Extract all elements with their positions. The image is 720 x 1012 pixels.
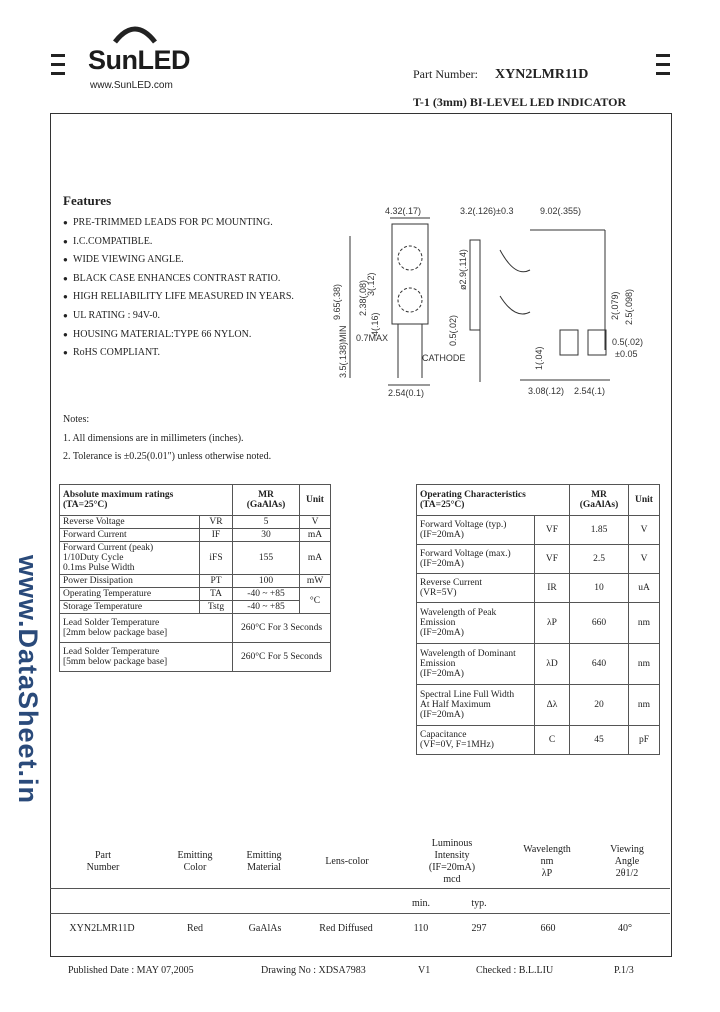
part-number: XYN2LMR11D [495,67,589,82]
divider [50,888,670,889]
min-cell: 110 [413,923,429,934]
table-row: Spectral Line Full Width At Half Maximum (IF=20mA) Δλ 20 nm [417,685,660,726]
bullet-icon: ● [63,255,68,265]
feature-item: ● PRE-TRIMMED LEADS FOR PC MOUNTING. [63,214,294,233]
feature-item: ● RoHS COMPLIANT. [63,344,294,363]
dim-label: ±0.05 [615,349,638,359]
page-number: P.1/3 [614,965,634,976]
package-drawing [330,200,670,405]
table-row: Lead Solder Temperature [2mm below package base] 260°C For 3 Seconds [60,614,331,643]
min-header: min. [411,898,431,909]
operating-characteristics-table [416,484,660,755]
bullet-icon: ● [63,218,68,227]
dim-label: 3(.12) [366,272,376,296]
table-row: Forward Voltage (typ.) (IF=20mA) VF 1.85 V [417,516,660,545]
dim-label: 4.32(.17) [385,206,422,216]
dim-label: 3.2(.126)±0.3 [460,206,514,216]
table-row: Forward Current IF 30 mA [60,529,331,542]
note-item: 2. Tolerance is ±0.25(0.01") unless otherwise noted. [63,451,272,462]
table-row: Wavelength of Dominant Emission (IF=20mA) λD 640 nm [417,644,660,685]
dim-label: 0.5(.02) [448,314,458,346]
published-date: Published Date : MAY 07,2005 [68,965,194,976]
intensity-header: Luminous Intensity (IF=20mA) mcd [428,838,476,885]
checked-by: Checked : B.L.LIU [476,965,554,976]
absolute-ratings-table [59,484,331,672]
table-header: Unit [629,485,660,516]
table-header: Absolute maximum ratings (TA=25°C) [60,485,233,516]
table-row: Lead Solder Temperature [5mm below package base] 260°C For 5 Seconds [60,643,331,672]
wavelength-cell: 660 [540,923,556,934]
part-number-label: Part Number: [413,67,478,81]
table-header: MR (GaAlAs) [233,485,300,516]
material-header: Emitting Material [246,850,282,873]
drawing-number: Drawing No : XDSA7983 [261,965,366,976]
brand-logo: SunLED [88,45,190,75]
dim-label: 2.5(.098) [624,288,634,325]
feature-item: ● BLACK CASE ENHANCES CONTRAST RATIO. [63,270,294,289]
note-item: 1. All dimensions are in millimeters (inches). [63,432,244,444]
table-header-row [417,485,660,516]
features-list [63,214,294,363]
notes [63,411,271,467]
table-row: Capacitance (VF=0V, F=1MHz) C 45 pF [417,726,660,755]
dim-label: 4(.16) [370,312,380,336]
dim-label: 2.54(.1) [574,386,606,396]
table-header-row [60,485,331,516]
watermark: www.DataSheet.in [13,555,43,805]
wavelength-header: Wavelength nm λP [523,844,571,879]
color-header: Emitting Color [177,850,213,873]
dim-label: 1(.04) [534,346,544,370]
bullet-icon: ● [63,348,68,358]
dim-label: 0.5(.02) [612,337,644,347]
part-number-line [413,67,588,83]
dim-label: ø2.9(.114) [458,249,468,290]
table-row: Reverse Voltage VR 5 V [60,516,331,529]
feature-item: ● UL RATING : 94V-0. [63,307,294,326]
led-body-front [392,224,428,324]
typ-header: typ. [471,898,487,909]
brand-url[interactable]: www.SunLED.com [90,80,173,91]
bullet-icon: ● [63,273,68,283]
bullet-icon: ● [63,236,68,246]
table-row: Wavelength of Peak Emission (IF=20mA) λP 660 nm [417,603,660,644]
table-header: Unit [300,485,331,516]
dim-label: 3.08(.12) [528,386,565,396]
dim-label: 2.38(.08) [358,279,368,316]
led-lens-bottom [398,288,422,312]
part-table [50,838,670,948]
feature-item: ● I.C.COMPATIBLE. [63,233,294,252]
table-row: Storage Temperature Tstg -40 ~ +85 [60,601,331,614]
angle-cell: 40° [618,923,632,934]
feature-item: ● HOUSING MATERIAL:TYPE 66 NYLON. [63,326,294,345]
color-cell: Red [186,923,204,934]
left-bars-icon [51,54,65,81]
features-title: Features [63,193,112,208]
dim-label: 2(.079) [610,291,620,320]
angle-header: Viewing Angle 2θ1/2 [610,844,644,879]
bullet-icon: ● [63,310,68,320]
version: V1 [418,965,431,976]
table-row: Reverse Current (VR=5V) IR 10 uA [417,574,660,603]
table-row: Power Dissipation PT 100 mW [60,575,331,588]
table-row: Operating Temperature TA -40 ~ +85 °C [60,588,331,601]
dim-label: 0.7MAX [356,333,389,343]
divider [50,913,670,914]
typ-cell: 297 [471,923,487,934]
right-bars-icon [656,54,670,81]
feature-item: ● WIDE VIEWING ANGLE. [63,251,294,270]
table-row: Forward Current (peak) 1/10Duty Cycle 0.1ms Pulse Width iFS 155 mA [60,542,331,575]
dim-label: 9.02(.355) [540,206,582,216]
dim-label: 2.54(0.1) [388,388,425,398]
dim-label: 9.65(.38) [332,283,342,320]
table-header: MR (GaAlAs) [570,485,629,516]
feature-item: ● HIGH RELIABILITY LIFE MEASURED IN YEARS. [63,288,294,307]
lens-cell: Red Diffused [319,923,373,934]
page-title: T-1 (3mm) BI-LEVEL LED INDICATOR [413,95,627,109]
table-row: Forward Voltage (max.) (IF=20mA) VF 2.5 V [417,545,660,574]
bullet-icon: ● [63,292,68,302]
dim-label: 3.5(.138)MIN [338,325,348,378]
notes-title: Notes: [63,414,90,425]
dim-label: CATHODE [422,353,466,363]
table-header: Operating Characteristics (TA=25°C) [417,485,570,516]
lens-header: Lens-color [325,856,369,867]
part-number-header: Part Number [86,850,120,873]
led-lens-top [398,246,422,270]
bullet-icon: ● [63,329,68,339]
material-cell: GaAlAs [248,923,282,934]
part-number-cell: XYN2LMR11D [69,923,135,934]
